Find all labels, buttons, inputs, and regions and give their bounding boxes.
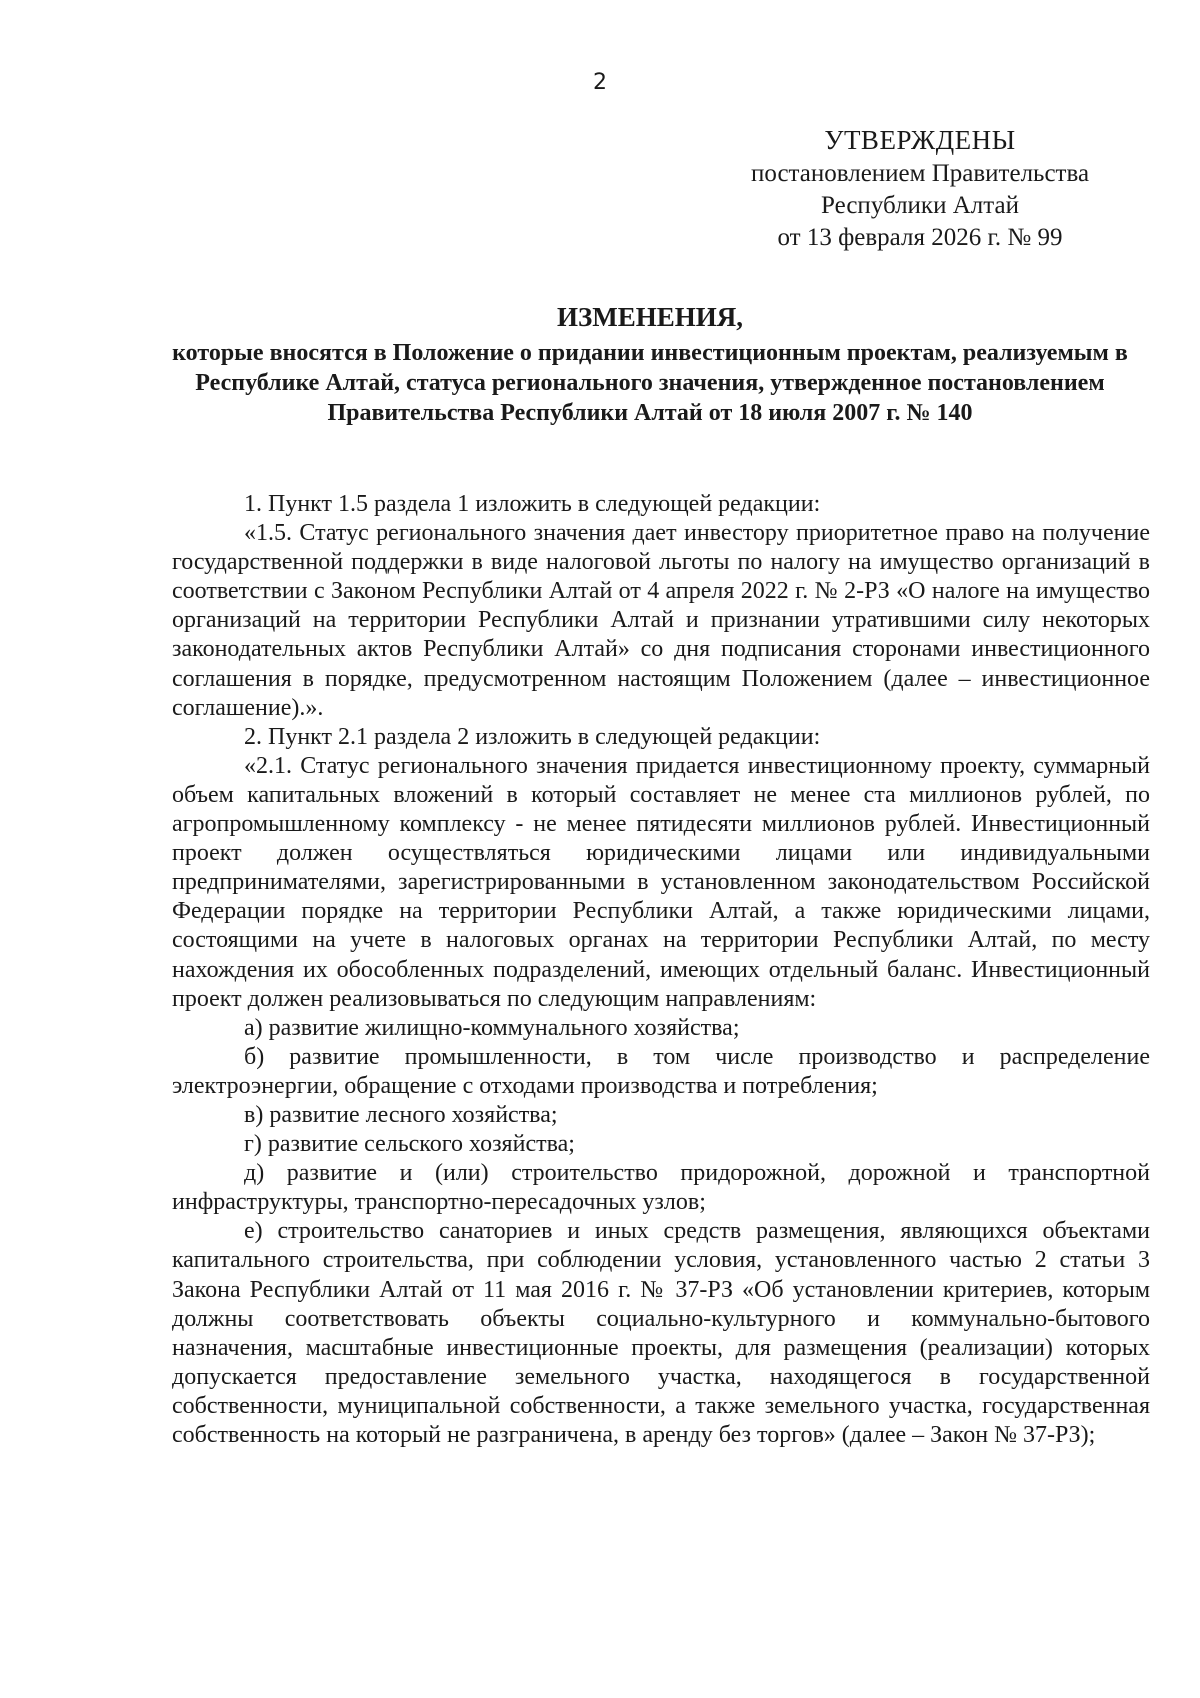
document-title: ИЗМЕНЕНИЯ, [556,302,743,332]
approval-line-3: от 13 февраля 2026 г. № 99 [777,224,1063,251]
document-heading [150,300,1150,428]
paragraph: «2.1. Статус регионального значения придается инвестиционному проекту, суммарный объем капитальных вложений в который составляет не менее ста миллионов рублей, по агропромышленному комплексу - не менее пятидесяти миллионов рублей. Инвестиционный проект должен осуществляться юридическими лицами или индивидуальными предпринимателями, зарегистрированными в установленном законодательством Российской Федерации порядке на территории Республики Алтай, а также юридическими лицами, состоящими на учете в налоговых органах на территории Республики Алтай, по месту нахождения их обособленных подразделений, имеющих отдельный баланс. Инвестиционный проект должен реализовываться по следующим направлениям: [172,752,1150,1012]
list-item: а) развитие жилищно-коммунального хозяйства; [244,1014,740,1041]
approval-stamp [700,124,1140,254]
list-item: б) развитие промышленности, в том числе производство и распределение электроэнергии, обращение с отходами производства и потребления; [172,1043,1150,1099]
document-body [172,490,1150,1450]
approval-title: УТВЕРЖДЕНЫ [824,125,1016,155]
document-subtitle: которые вносятся в Положение о придании инвестиционным проектам, реализуемым в Республике Алтай, статуса регионального значения, утвержденное постановлением Правительства Республики Алтай от 18 июля 2007 г. № 140 [172,340,1128,426]
list-item: г) развитие сельского хозяйства; [244,1131,575,1158]
paragraph: 1. Пункт 1.5 раздела 1 изложить в следующей редакции: [244,491,821,517]
paragraph: «1.5. Статус регионального значения дает инвестору приоритетное право на получение государственной поддержки в виде налоговой льготы по налогу на имущество организаций в соответствии с Законом Республики Алтай от 4 апреля 2022 г. № 2-РЗ «О налоге на имущество организаций на территории Республики Алтай и признании утратившими силу некоторых законодательных актов Республики Алтай» со дня подписания сторонами инвестиционного соглашения в порядке, предусмотренном настоящим Положением (далее – инвестиционное соглашение).». [172,520,1150,721]
approval-line-2: Республики Алтай [821,192,1019,219]
approval-line-1: постановлением Правительства [750,160,1090,187]
list-item: е) строительство санаториев и иных средств размещения, являющихся объектами капитального строительства, при соблюдении условия, установленного частью 2 статьи 3 Закона Республики Алтай от 11 мая 2016 г. № 37-РЗ «Об установлении критериев, которым должны соответствовать объекты социально-культурного и коммунально-бытового назначения, масштабные инвестиционные проекты, для размещения (реализации) которых допускается предоставление земельного участка, находящегося в государственной собственности, муниципальной собственности, а также земельного участка, государственная собственность на который не разграничена, в аренду без торгов» (далее – Закон № 37-РЗ); [172,1218,1150,1448]
list-item: д) развитие и (или) строительство придорожной, дорожной и транспортной инфраструктуры, транспортно-пересадочных узлов; [172,1160,1150,1216]
paragraph: 2. Пункт 2.1 раздела 2 изложить в следующей редакции: [244,723,821,750]
page-number: 2 [593,70,607,95]
list-item: в) развитие лесного хозяйства; [244,1101,558,1128]
